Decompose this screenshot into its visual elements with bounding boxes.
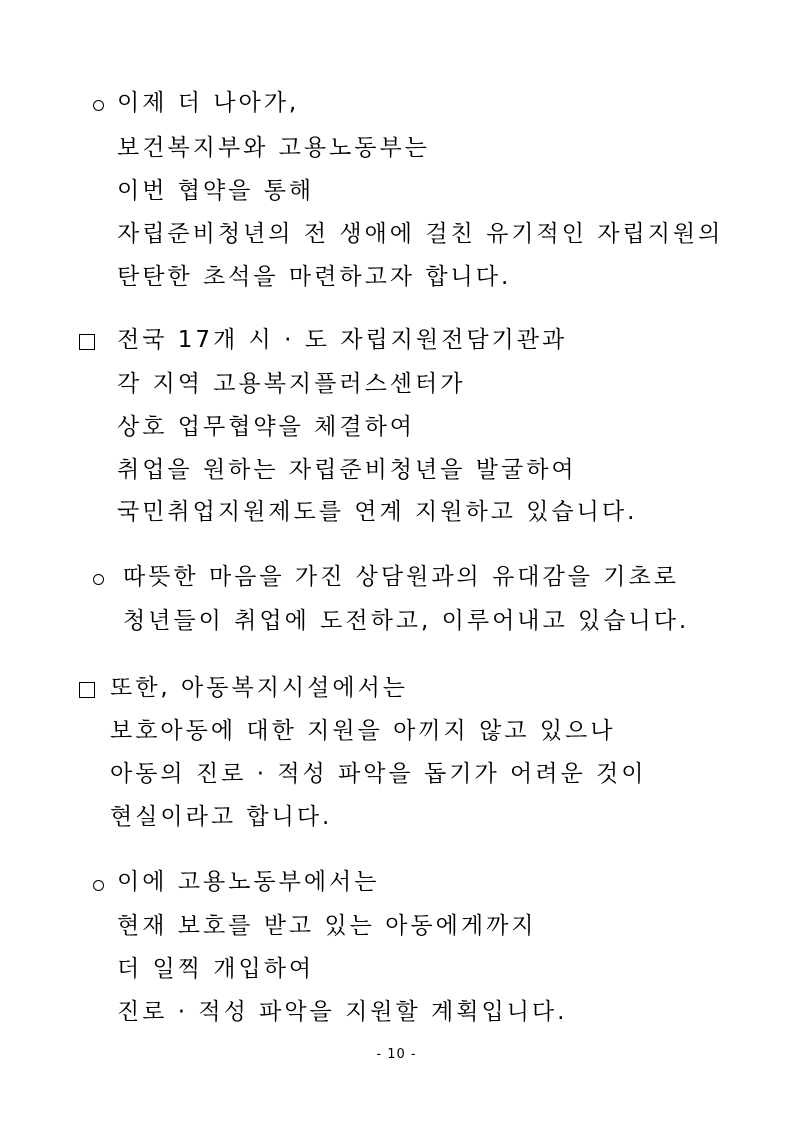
text-line: 전국 17개 시 · 도 자립지원전담기관과 [117, 327, 568, 353]
text-line: 이번 협약을 통해 [117, 178, 315, 204]
square-bullet-icon [79, 682, 95, 698]
text-line: 아동의 진로 · 적성 파악을 돕기가 어려운 것이 [110, 761, 647, 787]
text-line: 따뜻한 마음을 가진 상담원과의 유대감을 기초로 [123, 564, 679, 590]
circle-bullet-icon [93, 100, 104, 111]
text-line: 더 일찍 개입하여 [117, 956, 315, 982]
text-line: 현실이라고 합니다. [110, 804, 333, 830]
text-line: 탄탄한 초석을 마련하고자 합니다. [117, 264, 512, 290]
text-line: 취업을 원하는 자립준비청년을 발굴하여 [117, 457, 577, 483]
text-line: 이에 고용노동부에서는 [117, 869, 380, 895]
text-line: 상호 업무협약을 체결하여 [117, 414, 416, 440]
text-line: 또한, 아동복지시설에서는 [110, 675, 409, 701]
text-line: 청년들이 취업에 도전하고, 이루어내고 있습니다. [123, 608, 690, 634]
circle-bullet-icon [93, 574, 104, 585]
page-number: - 10 - [376, 1047, 417, 1062]
circle-bullet-icon [93, 880, 104, 891]
text-line: 현재 보호를 받고 있는 아동에게까지 [117, 913, 537, 939]
text-line: 진로 · 적성 파악을 지원할 계획입니다. [117, 999, 568, 1025]
text-line: 이제 더 나아가, [117, 90, 300, 116]
text-line: 보건복지부와 고용노동부는 [117, 135, 430, 161]
square-bullet-icon [79, 334, 95, 350]
text-line: 각 지역 고용복지플러스센터가 [117, 371, 466, 397]
text-line: 자립준비청년의 전 생애에 걸친 유기적인 자립지원의 [117, 221, 724, 247]
text-line: 보호아동에 대한 지원을 아끼지 않고 있으나 [110, 718, 616, 744]
text-line: 국민취업지원제도를 연계 지원하고 있습니다. [117, 499, 638, 525]
